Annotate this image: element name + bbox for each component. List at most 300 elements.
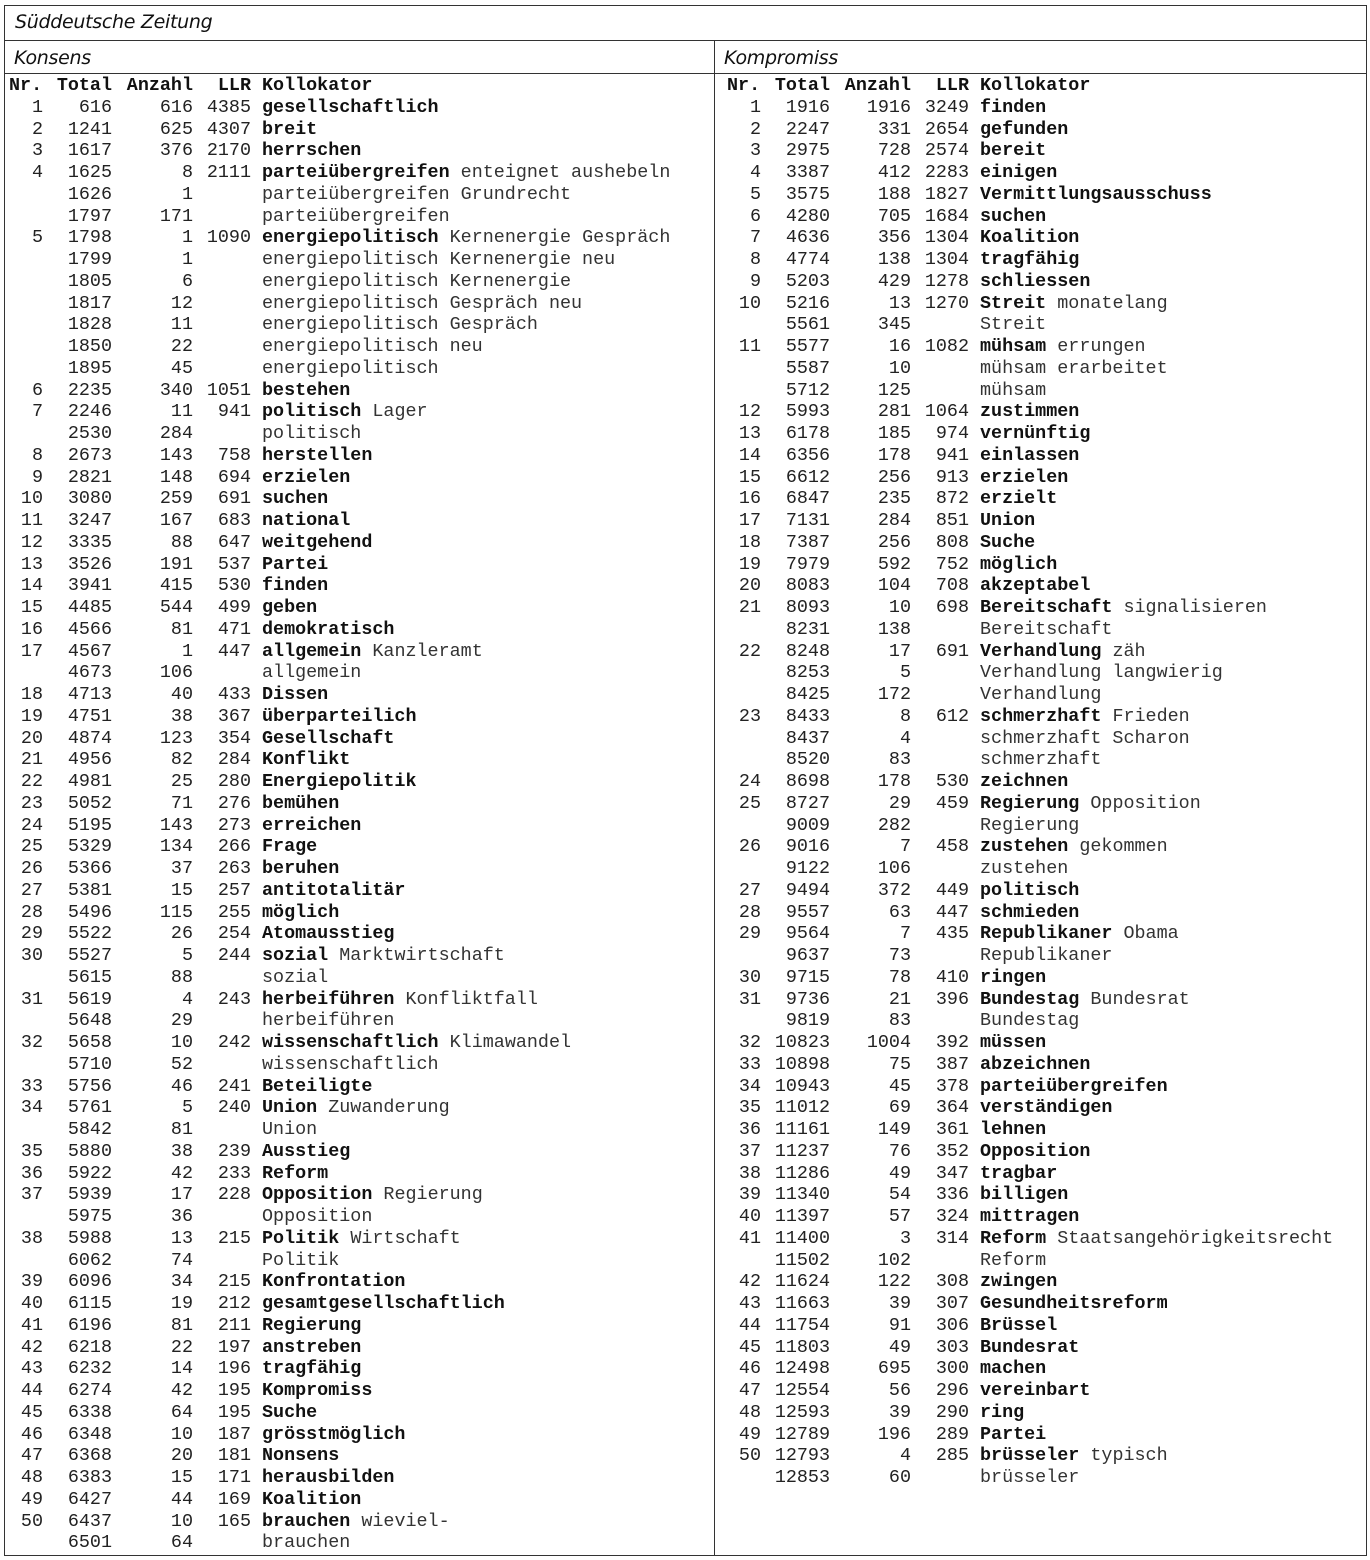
cell-kollokator <box>251 1467 710 1489</box>
cell-nr: 40 <box>20 1293 43 1314</box>
table-row <box>9 619 710 641</box>
cell-kollokator <box>251 575 710 597</box>
table-row <box>9 641 710 663</box>
cell-nr: 34 <box>738 1075 761 1097</box>
cell-llr: 941 <box>217 401 251 423</box>
collocator-context: Konfliktfall <box>405 988 538 1010</box>
cell-total: 6196 <box>67 1314 112 1336</box>
cell-nr: 28 <box>20 901 43 923</box>
cell-anzahl: 415 <box>159 575 193 597</box>
cell-llr: 1051 <box>206 379 251 401</box>
cell-total: 9564 <box>785 923 830 945</box>
cell-total: 5381 <box>67 879 112 901</box>
cell-total: 5993 <box>785 401 830 423</box>
table-row <box>9 1141 710 1163</box>
cell-anzahl: 1916 <box>866 96 911 118</box>
cell-nr: 15 <box>20 597 43 618</box>
cell-total: 2975 <box>785 140 830 162</box>
collocator-keyword: überparteilich <box>262 705 417 727</box>
cell-llr: 2283 <box>924 162 969 183</box>
cell-nr: 23 <box>738 705 761 727</box>
cell-total: 5761 <box>67 1097 112 1119</box>
cell-nr: 49 <box>20 1488 43 1510</box>
table-row <box>9 554 710 576</box>
table-row <box>727 358 1362 380</box>
table-row <box>9 184 710 206</box>
cell-nr: 48 <box>738 1401 761 1423</box>
cell-kollokator <box>969 836 1362 858</box>
table-row <box>9 380 710 402</box>
collocator-keyword: Dissen <box>262 684 329 705</box>
cell-kollokator <box>969 815 1362 837</box>
collocator-keyword: herausbilden <box>262 1467 395 1488</box>
cell-kollokator <box>251 293 710 315</box>
cell-llr: 447 <box>935 901 969 923</box>
table-row <box>9 793 710 815</box>
cell-nr: 4 <box>749 162 761 183</box>
cell-kollokator <box>251 836 710 858</box>
cell-anzahl: 592 <box>877 553 911 575</box>
cell-llr: 244 <box>217 945 251 966</box>
collocator-keyword: tragfähig <box>262 1358 362 1380</box>
cell-anzahl: 104 <box>877 575 911 597</box>
cell-anzahl: 3 <box>899 1227 911 1249</box>
collocator-context: Bundesrat <box>1090 988 1190 1010</box>
header-total: Total <box>774 75 830 96</box>
cell-anzahl: 45 <box>170 357 193 379</box>
cell-llr: 530 <box>217 575 251 597</box>
table-row <box>727 902 1362 924</box>
cell-llr: 336 <box>935 1184 969 1206</box>
cell-anzahl: 6 <box>181 270 193 292</box>
cell-anzahl: 63 <box>888 901 911 923</box>
cell-kollokator <box>969 749 1362 771</box>
collocator-keyword: Gesundheitsreform <box>980 1293 1168 1314</box>
header-kollokator: Kollokator <box>262 75 373 96</box>
cell-llr: 378 <box>935 1075 969 1097</box>
cell-total: 9637 <box>785 945 830 966</box>
cell-nr: 37 <box>20 1184 43 1206</box>
cell-anzahl: 1004 <box>866 1032 911 1053</box>
cell-llr: 181 <box>217 1445 251 1467</box>
table-row <box>727 923 1362 945</box>
cell-anzahl: 123 <box>159 727 193 749</box>
cell-kollokator <box>969 380 1362 402</box>
cell-llr: 215 <box>217 1227 251 1249</box>
cell-llr: 612 <box>935 705 969 727</box>
cell-kollokator <box>251 1076 710 1098</box>
table-row <box>727 1097 1362 1119</box>
cell-total: 5561 <box>785 314 830 336</box>
cell-nr: 38 <box>20 1227 43 1249</box>
cell-total: 3387 <box>785 162 830 183</box>
collocator-keyword: bereit <box>980 140 1047 162</box>
cell-kollokator <box>969 967 1362 989</box>
collocator-keyword: Beteiligte <box>262 1075 373 1097</box>
collocator-context: parteiübergreifen <box>262 205 450 227</box>
cell-kollokator <box>251 249 710 271</box>
cell-total: 11397 <box>774 1206 830 1227</box>
cell-kollokator <box>251 1293 710 1315</box>
cell-total: 5366 <box>67 858 112 879</box>
cell-anzahl: 10 <box>170 1032 193 1053</box>
table-row <box>727 771 1362 793</box>
cell-total: 1850 <box>67 336 112 357</box>
cell-total: 11624 <box>774 1271 830 1293</box>
cell-anzahl: 81 <box>170 1314 193 1336</box>
cell-kollokator <box>969 206 1362 228</box>
cell-llr: 241 <box>217 1075 251 1097</box>
collocator-keyword: herrschen <box>262 140 362 162</box>
cell-kollokator <box>251 227 710 249</box>
cell-total: 4981 <box>67 771 112 792</box>
collocator-context: energiepolitisch Kernenergie <box>262 270 572 292</box>
collocator-keyword: wissenschaftlich <box>262 1032 439 1053</box>
cell-kollokator <box>251 554 710 576</box>
collocator-context: brauchen <box>262 1532 351 1554</box>
table-row <box>727 945 1362 967</box>
cell-kollokator <box>969 1076 1362 1098</box>
cell-anzahl: 1 <box>181 249 193 270</box>
cell-total: 8425 <box>785 684 830 705</box>
cell-nr: 16 <box>738 488 761 510</box>
collocator-keyword: anstreben <box>262 1336 362 1358</box>
cell-total: 1817 <box>67 292 112 314</box>
table-row <box>727 858 1362 880</box>
cell-kollokator <box>251 662 710 684</box>
cell-total: 6348 <box>67 1423 112 1445</box>
cell-anzahl: 81 <box>170 618 193 640</box>
cell-total: 6501 <box>67 1532 112 1554</box>
collocator-keyword: ringen <box>980 966 1047 988</box>
table-row <box>9 423 710 445</box>
collocator-keyword: Koalition <box>262 1488 362 1510</box>
cell-kollokator <box>969 1163 1362 1185</box>
cell-nr: 12 <box>20 531 43 553</box>
cell-total: 11012 <box>774 1097 830 1119</box>
collocator-context: zäh <box>1112 640 1146 662</box>
cell-kollokator <box>969 1445 1362 1467</box>
table-row <box>9 293 710 315</box>
cell-kollokator <box>251 314 710 336</box>
collocator-keyword: bestehen <box>262 379 351 401</box>
cell-nr: 13 <box>20 553 43 575</box>
cell-total: 5203 <box>785 270 830 292</box>
cell-anzahl: 11 <box>170 401 193 423</box>
table-row <box>727 1337 1362 1359</box>
cell-anzahl: 7 <box>899 923 911 945</box>
cell-kollokator <box>969 923 1362 945</box>
cell-anzahl: 412 <box>877 162 911 183</box>
table-row <box>9 1184 710 1206</box>
cell-total: 5712 <box>785 379 830 401</box>
cell-llr: 435 <box>935 923 969 945</box>
collocator-context: gekommen <box>1079 836 1168 858</box>
cell-kollokator <box>251 1097 710 1119</box>
cell-total: 11161 <box>774 1119 830 1140</box>
cell-total: 6338 <box>67 1401 112 1423</box>
cell-kollokator <box>251 1315 710 1337</box>
collocator-keyword: Union <box>262 1097 318 1119</box>
cell-llr: 974 <box>935 423 969 444</box>
cell-llr: 347 <box>935 1162 969 1184</box>
panel-title: Kompromiss <box>715 41 1366 74</box>
cell-nr: 3 <box>31 140 43 162</box>
table-row <box>727 575 1362 597</box>
table-row <box>727 1119 1362 1141</box>
table-row <box>9 1271 710 1293</box>
cell-llr: 433 <box>217 684 251 705</box>
cell-nr: 3 <box>749 140 761 162</box>
cell-anzahl: 138 <box>877 249 911 270</box>
cell-kollokator <box>969 771 1362 793</box>
cell-llr: 708 <box>935 575 969 597</box>
cell-llr: 941 <box>935 444 969 466</box>
table-row <box>9 771 710 793</box>
table-row <box>9 532 710 554</box>
cell-kollokator <box>251 684 710 706</box>
cell-total: 6368 <box>67 1445 112 1467</box>
table-row <box>9 1424 710 1446</box>
cell-total: 6232 <box>67 1358 112 1380</box>
cell-total: 616 <box>78 96 112 118</box>
cell-nr: 24 <box>20 814 43 836</box>
cell-llr: 698 <box>935 597 969 618</box>
cell-nr: 21 <box>738 597 761 618</box>
cell-total: 2530 <box>67 423 112 444</box>
cell-anzahl: 106 <box>159 662 193 684</box>
cell-total: 9819 <box>785 1010 830 1032</box>
cell-anzahl: 16 <box>888 336 911 357</box>
collocator-context: typisch <box>1090 1445 1168 1467</box>
table-row <box>727 1206 1362 1228</box>
cell-llr: 303 <box>935 1336 969 1358</box>
cell-kollokator <box>969 532 1362 554</box>
cell-nr: 46 <box>738 1358 761 1380</box>
cell-anzahl: 235 <box>877 488 911 510</box>
cell-llr: 211 <box>217 1314 251 1336</box>
cell-kollokator <box>251 1424 710 1446</box>
collocator-keyword: parteiübergreifen <box>980 1075 1168 1097</box>
table-row <box>727 162 1362 184</box>
collocator-keyword: müssen <box>980 1032 1047 1053</box>
table-row <box>727 1358 1362 1380</box>
cell-kollokator <box>969 641 1362 663</box>
cell-anzahl: 52 <box>170 1053 193 1075</box>
table-row <box>727 1250 1362 1272</box>
cell-total: 2821 <box>67 466 112 488</box>
table-row <box>727 1141 1362 1163</box>
cell-llr: 263 <box>217 858 251 879</box>
cell-llr: 296 <box>935 1380 969 1401</box>
cell-nr: 20 <box>738 575 761 597</box>
cell-anzahl: 49 <box>888 1336 911 1358</box>
cell-kollokator <box>969 1337 1362 1359</box>
cell-nr: 11 <box>738 336 761 357</box>
cell-kollokator <box>251 206 710 228</box>
cell-kollokator <box>969 1184 1362 1206</box>
cell-total: 11340 <box>774 1184 830 1206</box>
cell-kollokator <box>251 336 710 358</box>
cell-llr: 187 <box>217 1423 251 1445</box>
collocator-keyword: möglich <box>980 553 1058 575</box>
cell-anzahl: 37 <box>170 858 193 879</box>
cell-kollokator <box>969 140 1362 162</box>
cell-nr: 26 <box>20 858 43 879</box>
cell-llr: 471 <box>217 618 251 640</box>
cell-kollokator <box>251 1358 710 1380</box>
table-row <box>727 140 1362 162</box>
table-row <box>727 815 1362 837</box>
cell-llr: 758 <box>217 444 251 466</box>
table-row <box>727 510 1362 532</box>
table-row <box>727 314 1362 336</box>
cell-nr: 11 <box>20 510 43 531</box>
cell-anzahl: 148 <box>159 466 193 488</box>
cell-llr: 1090 <box>206 227 251 249</box>
cell-llr: 2111 <box>206 162 251 183</box>
cell-nr: 19 <box>20 705 43 727</box>
cell-total: 12593 <box>774 1401 830 1423</box>
cell-kollokator <box>251 1489 710 1511</box>
cell-total: 1805 <box>67 270 112 292</box>
cell-nr: 35 <box>20 1140 43 1162</box>
table-row <box>9 1228 710 1250</box>
cell-nr: 25 <box>738 792 761 814</box>
collocator-keyword: Verhandlung <box>980 640 1102 662</box>
cell-nr: 40 <box>738 1206 761 1227</box>
cell-anzahl: 259 <box>159 488 193 510</box>
cell-kollokator <box>969 249 1362 271</box>
cell-anzahl: 40 <box>170 684 193 705</box>
cell-kollokator <box>251 858 710 880</box>
cell-anzahl: 25 <box>170 771 193 792</box>
cell-llr: 691 <box>217 488 251 510</box>
cell-llr: 4307 <box>206 118 251 140</box>
collocator-context: Opposition <box>1090 792 1201 814</box>
table-row <box>727 227 1362 249</box>
table-row <box>727 1032 1362 1054</box>
collocator-keyword: Regierung <box>980 792 1080 814</box>
cell-anzahl: 29 <box>888 792 911 814</box>
cell-total: 1626 <box>67 183 112 205</box>
cell-kollokator <box>969 1467 1362 1489</box>
table-row <box>727 554 1362 576</box>
cell-anzahl: 45 <box>888 1075 911 1097</box>
cell-anzahl: 167 <box>159 510 193 531</box>
cell-total: 8698 <box>785 771 830 792</box>
cell-kollokator <box>969 1293 1362 1315</box>
cell-anzahl: 49 <box>888 1162 911 1184</box>
collocator-keyword: einigen <box>980 162 1058 183</box>
cell-total: 1799 <box>67 249 112 270</box>
cell-kollokator <box>251 380 710 402</box>
cell-kollokator <box>969 227 1362 249</box>
cell-llr: 240 <box>217 1097 251 1119</box>
cell-kollokator <box>251 1032 710 1054</box>
cell-anzahl: 22 <box>170 336 193 357</box>
cell-kollokator <box>969 336 1362 358</box>
header-anzahl: Anzahl <box>126 75 193 96</box>
collocator-keyword: Kompromiss <box>262 1380 373 1401</box>
cell-anzahl: 10 <box>888 357 911 379</box>
cell-llr: 1064 <box>924 401 969 423</box>
cell-llr: 243 <box>217 988 251 1010</box>
cell-total: 12789 <box>774 1423 830 1445</box>
cell-kollokator <box>251 728 710 750</box>
collocator-keyword: Gesellschaft <box>262 727 395 749</box>
cell-nr: 9 <box>31 466 43 488</box>
cell-nr: 45 <box>20 1401 43 1423</box>
cell-kollokator <box>251 445 710 467</box>
cell-anzahl: 1 <box>181 640 193 662</box>
cell-nr: 31 <box>738 988 761 1010</box>
cell-llr: 3249 <box>924 96 969 118</box>
cell-total: 6847 <box>785 488 830 510</box>
collocator-keyword: suchen <box>262 488 329 510</box>
cell-llr: 647 <box>217 531 251 553</box>
cell-llr: 1304 <box>924 227 969 249</box>
collocator-keyword: breit <box>262 118 318 140</box>
cell-llr: 691 <box>935 640 969 662</box>
cell-llr: 851 <box>935 510 969 531</box>
collocator-keyword: sozial <box>262 945 329 966</box>
cell-total: 5216 <box>785 292 830 314</box>
cell-kollokator <box>251 1141 710 1163</box>
source-title: Süddeutsche Zeitung <box>5 6 1366 41</box>
cell-llr: 196 <box>217 1358 251 1380</box>
cell-nr: 16 <box>20 618 43 640</box>
cell-llr: 694 <box>217 466 251 488</box>
cell-total: 5527 <box>67 945 112 966</box>
cell-total: 1916 <box>785 96 830 118</box>
collocator-keyword: Republikaner <box>980 923 1113 945</box>
cell-anzahl: 21 <box>888 988 911 1010</box>
cell-anzahl: 57 <box>888 1206 911 1227</box>
cell-nr: 36 <box>738 1119 761 1140</box>
table-row <box>9 1163 710 1185</box>
cell-total: 4774 <box>785 249 830 270</box>
table-row <box>727 641 1362 663</box>
cell-anzahl: 10 <box>170 1423 193 1445</box>
collocation-table <box>715 74 1366 1489</box>
collocator-keyword: schmerzhaft <box>980 705 1102 727</box>
cell-anzahl: 17 <box>170 1184 193 1206</box>
table-row <box>727 1402 1362 1424</box>
cell-total: 5880 <box>67 1140 112 1162</box>
cell-kollokator <box>969 314 1362 336</box>
collocator-keyword: Reform <box>980 1227 1047 1249</box>
cell-nr: 39 <box>738 1184 761 1206</box>
table-row <box>727 249 1362 271</box>
cell-kollokator <box>251 1402 710 1424</box>
collocator-context: energiepolitisch <box>262 357 439 379</box>
table-row <box>727 1293 1362 1315</box>
cell-total: 4636 <box>785 227 830 249</box>
collocator-context: energiepolitisch Gespräch <box>262 314 538 336</box>
cell-nr: 30 <box>738 966 761 988</box>
cell-anzahl: 5 <box>181 1097 193 1119</box>
cell-anzahl: 56 <box>888 1380 911 1401</box>
cell-llr: 1270 <box>924 292 969 314</box>
cell-kollokator <box>969 575 1362 597</box>
cell-anzahl: 38 <box>170 1140 193 1162</box>
table-row <box>727 1076 1362 1098</box>
table-row <box>727 684 1362 706</box>
cell-llr: 228 <box>217 1184 251 1206</box>
collocator-keyword: Suche <box>262 1401 318 1423</box>
table-row <box>9 1445 710 1467</box>
